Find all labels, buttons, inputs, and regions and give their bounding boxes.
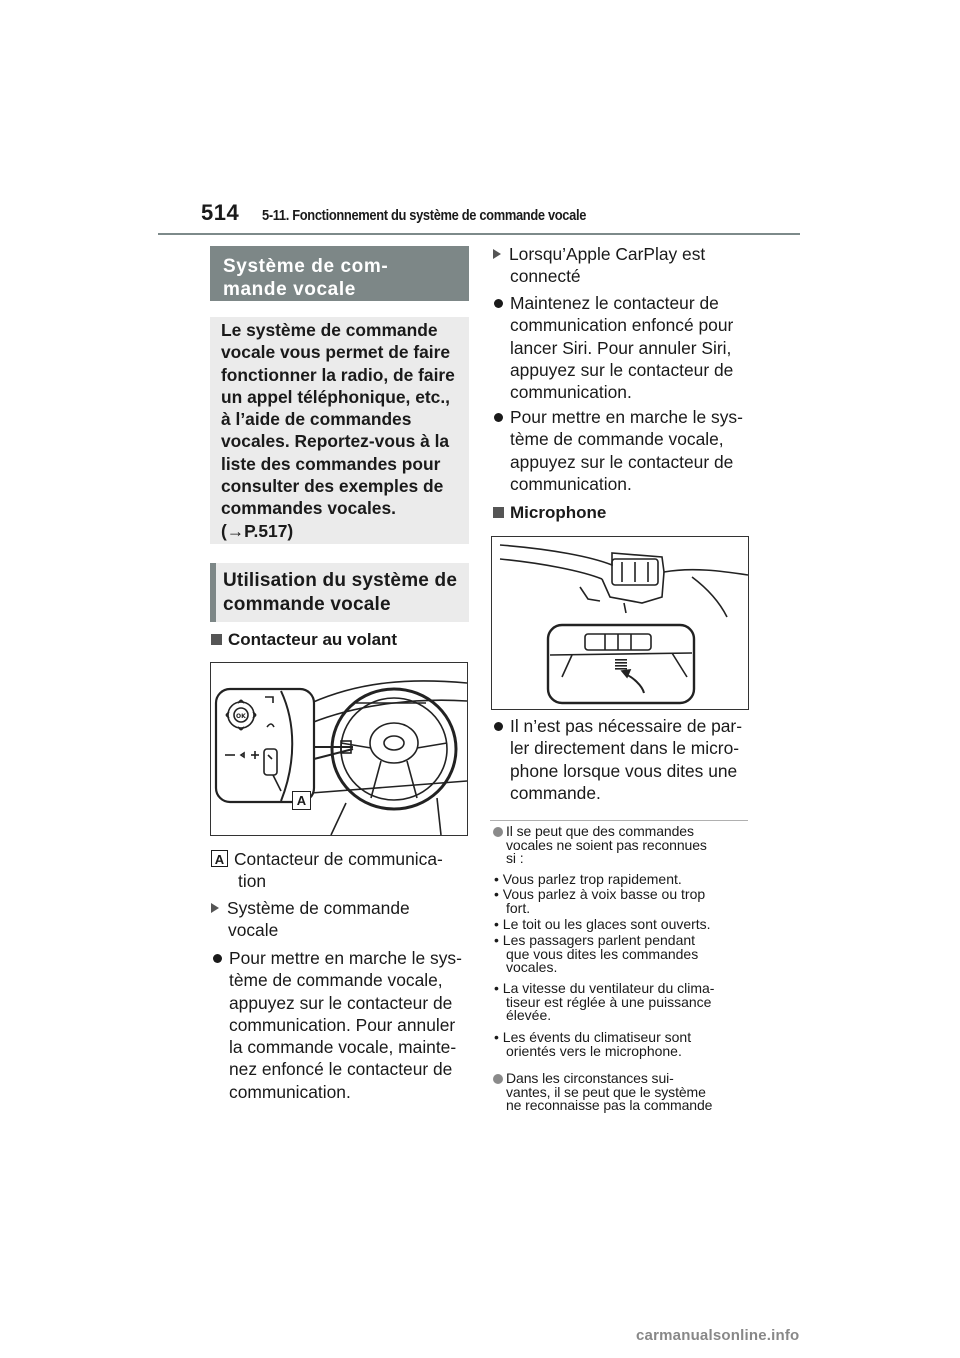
note-recognition <box>493 825 707 866</box>
note-line: vocales ne soient pas reconnues <box>506 836 707 853</box>
bullet-line: Maintenez le contacteur de <box>510 293 719 313</box>
voice-system-subtitle <box>211 897 410 942</box>
bullet-line: ler directement dans le micro- <box>510 738 740 759</box>
note-line: Dans les circonstances sui- <box>506 1070 674 1086</box>
intro-line: consulter des exemples de <box>221 476 444 497</box>
bullet-line: lancer Siri. Pour annuler Siri, <box>510 337 732 358</box>
page-number: 514 <box>201 200 240 225</box>
carplay-subtitle <box>493 243 705 288</box>
section-title-using-voice-system <box>216 563 469 622</box>
intro-line: commandes vocales. <box>221 498 396 519</box>
bullet-line: la commande vocale, mainte- <box>229 1037 457 1058</box>
section-title-line: Utilisation du système de <box>223 570 458 591</box>
note-subitem-line: élevée. <box>506 1007 552 1023</box>
bullet-line: appuyez sur le contacteur de <box>510 451 734 472</box>
section-title-line: commande vocale <box>223 594 391 615</box>
intro-line: fonctionner la radio, de faire <box>221 364 455 385</box>
subtitle-line: connecté <box>510 266 581 287</box>
note-subitem <box>494 982 714 1023</box>
steering-instruction-bullet <box>213 947 462 1103</box>
intro-line: à l’aide de commandes <box>221 409 412 430</box>
bullet-dot-icon <box>494 722 503 731</box>
bullet-line: tème de commande vocale, <box>510 429 724 450</box>
note-subitem-line: • Les évents du climatiseur sont <box>494 1029 692 1045</box>
ok-button-label: OK <box>236 713 246 720</box>
note-subitem-line: • Le toit ou les glaces sont ouverts. <box>494 916 711 932</box>
bullet-line: appuyez sur le contacteur de <box>510 359 734 380</box>
bullet-line: Pour mettre en marche le sys- <box>510 407 743 427</box>
figure-label-a: A <box>292 791 311 810</box>
bullet-line: communication. Pour annuler <box>229 1014 456 1035</box>
intro-line: vocales. Reportez-vous à la <box>221 431 450 452</box>
intro-line: un appel téléphonique, etc., <box>221 386 450 407</box>
section-intro-box <box>210 317 469 544</box>
bullet-line: communication. <box>510 473 632 494</box>
note-circumstances <box>493 1072 712 1113</box>
note-subitem-line: • Vous parlez à voix basse ou trop <box>494 886 706 902</box>
bullet-dot-icon <box>213 954 222 963</box>
note-subitem <box>494 918 711 932</box>
bullet-line: communication enfoncé pour <box>510 315 734 336</box>
notes-divider <box>490 820 748 821</box>
note-subitem-line: vocales. <box>506 959 558 975</box>
bullet-dot-icon <box>494 299 503 308</box>
bullet-line: appuyez sur le contacteur de <box>229 992 453 1013</box>
bullet-line: Il n’est pas nécessaire de par- <box>510 716 742 736</box>
triangle-arrow-icon <box>211 903 219 913</box>
section-title-line: Système de com- <box>223 256 389 277</box>
watermark-text: carmanualsonline.info <box>636 1327 800 1344</box>
note-subitem <box>494 888 705 915</box>
bullet-line: commande. <box>510 782 601 803</box>
subtitle-line: Système de commande <box>227 898 410 918</box>
section-title-voice-system <box>210 246 469 301</box>
note-subitem-line: fort. <box>506 899 531 916</box>
bullet-line: tème de commande vocale, <box>229 970 443 991</box>
note-subitem-line: tiseur est réglée à une puissance <box>506 993 712 1010</box>
heading-text: Contacteur au volant <box>228 630 398 649</box>
note-line: ne reconnaisse pas la commande <box>506 1097 713 1113</box>
note-line: vantes, il se peut que le système <box>506 1083 706 1100</box>
carplay-voice-bullet <box>494 406 743 495</box>
note-subitem <box>494 934 698 975</box>
legend-text <box>234 848 443 893</box>
bullet-dot-icon <box>494 413 503 422</box>
intro-line: liste des commandes pour <box>221 453 441 474</box>
note-line: Il se peut que des commandes <box>506 823 694 839</box>
chapter-title: 5-11. Fonctionnement du système de commande vocale <box>262 207 587 224</box>
header-rule <box>158 233 800 235</box>
bullet-line: nez enfoncé le contacteur de <box>229 1059 453 1080</box>
microphone-bullet <box>494 715 742 804</box>
heading-text: Microphone <box>510 503 607 522</box>
steering-wheel-drawing <box>211 663 467 835</box>
note-subitem-line: • Vous parlez trop rapidement. <box>494 871 682 887</box>
bullet-line: Pour mettre en marche le sys- <box>229 948 462 968</box>
square-bullet-icon <box>211 634 222 645</box>
bullet-line: phone lorsque vous dites une <box>510 760 738 781</box>
grey-dot-icon <box>493 1074 503 1084</box>
section-title-line: mande vocale <box>223 279 356 300</box>
legend-line: Contacteur de communica- <box>234 849 443 869</box>
page-reference-link[interactable]: (→P.517) <box>221 520 294 541</box>
legend-label-a: A <box>211 850 228 867</box>
intro-line: vocale vous permet de faire <box>221 342 451 363</box>
microphone-drawing <box>492 537 748 709</box>
bullet-line: communication. <box>510 382 632 403</box>
steering-wheel-illustration <box>210 662 468 836</box>
microphone-heading <box>493 503 606 523</box>
note-subitem <box>494 873 682 887</box>
legend-line: tion <box>238 871 267 892</box>
bullet-line: communication. <box>229 1081 351 1102</box>
note-subitem-line: • Les passagers parlent pendant <box>494 932 696 948</box>
triangle-arrow-icon <box>493 249 501 259</box>
note-line: si : <box>506 850 524 866</box>
grey-dot-icon <box>493 827 503 837</box>
note-subitem-line: orientés vers le microphone. <box>506 1042 682 1059</box>
subtitle-line: vocale <box>228 920 279 941</box>
steering-switch-heading <box>211 630 397 650</box>
note-subitem-line: • La vitesse du ventilateur du clima- <box>494 980 715 996</box>
intro-line: Le système de commande <box>221 320 438 340</box>
subtitle-line: Lorsqu’Apple CarPlay est <box>509 244 706 264</box>
square-bullet-icon <box>493 507 504 518</box>
note-subitem-line: que vous dites les commandes <box>506 945 699 962</box>
carplay-siri-bullet <box>494 292 733 403</box>
microphone-illustration <box>491 536 749 710</box>
note-subitem <box>494 1031 691 1058</box>
